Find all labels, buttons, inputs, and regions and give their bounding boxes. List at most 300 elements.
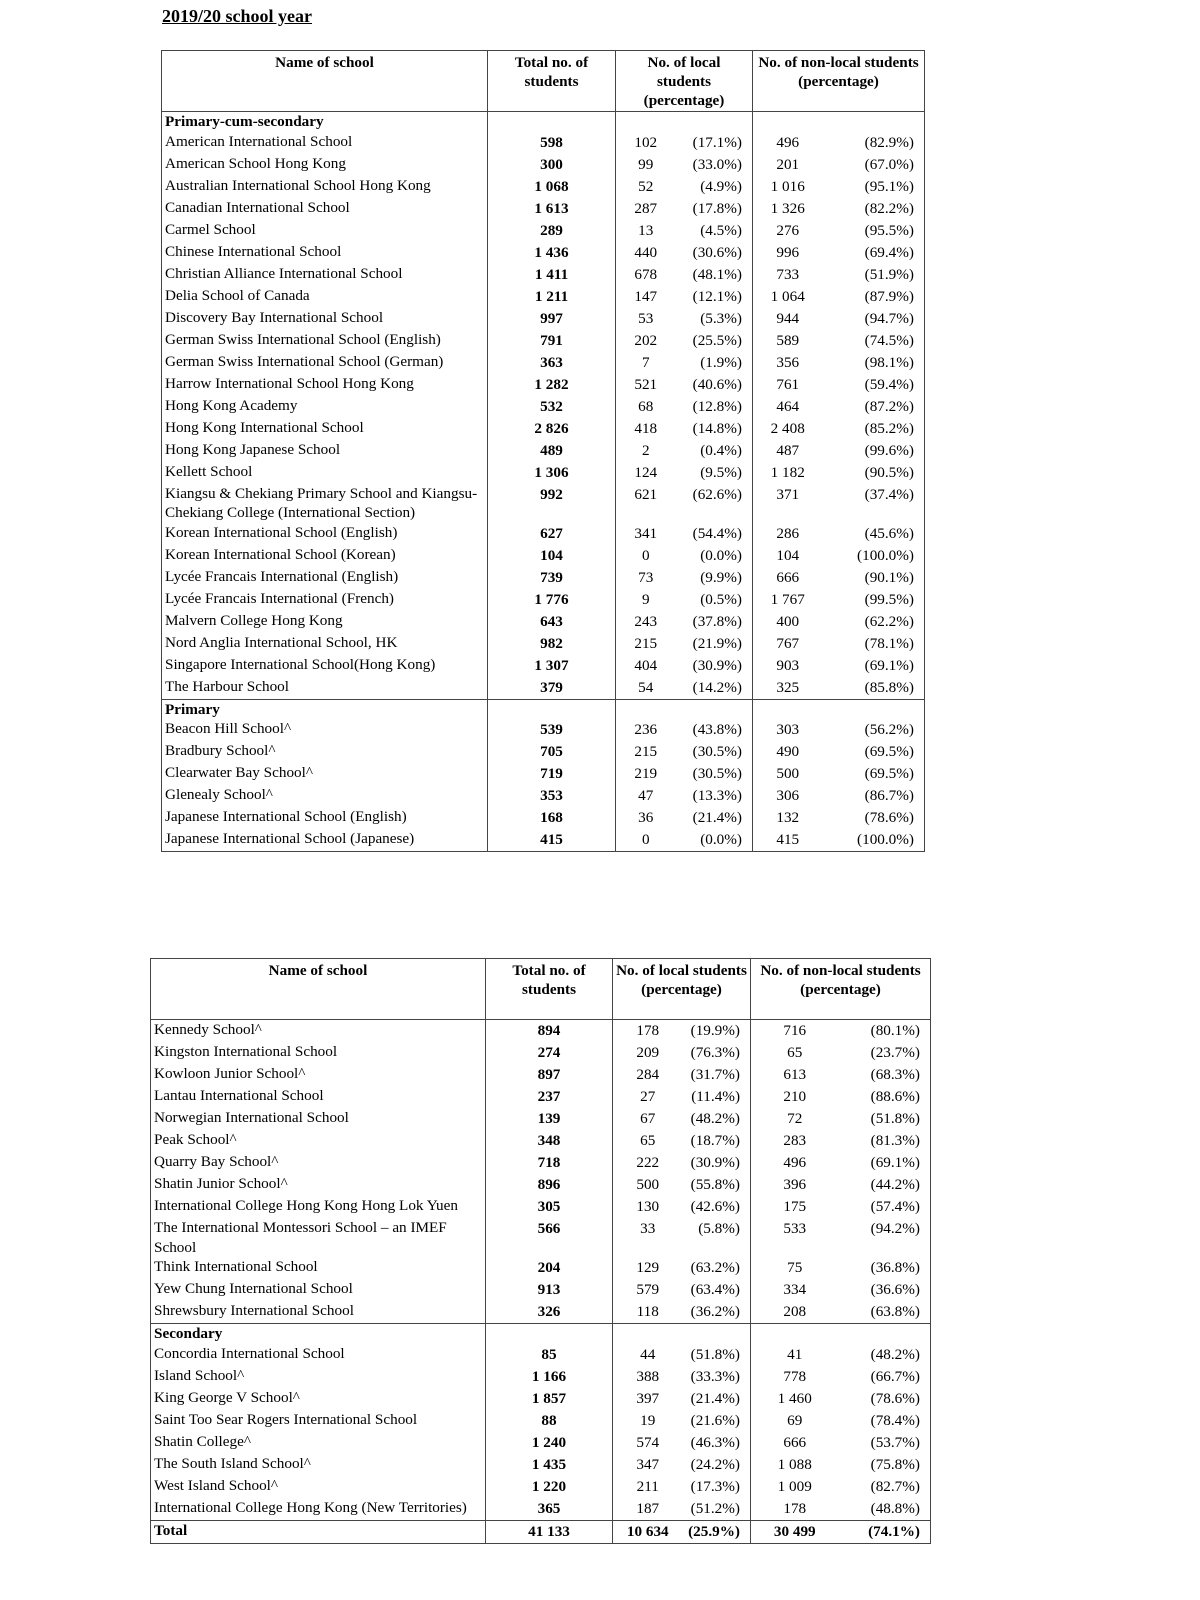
school-name: Delia School of Canada <box>162 286 488 308</box>
nonlocal-percentage: (48.8%) <box>839 1498 931 1521</box>
nonlocal-percentage: (51.9%) <box>823 264 925 286</box>
table-row <box>151 1432 931 1454</box>
table-row <box>151 1108 931 1130</box>
nonlocal-percentage: (57.4%) <box>839 1196 931 1218</box>
total-students: 598 <box>488 132 616 154</box>
nonlocal-percentage: (86.7%) <box>823 785 925 807</box>
total-students: 104 <box>488 545 616 567</box>
school-name: Shatin Junior School^ <box>151 1174 486 1196</box>
table-row <box>162 611 925 633</box>
header-nonlocal: No. of non-local students (percentage) <box>753 51 925 112</box>
total-students: 1 307 <box>488 655 616 677</box>
local-count: 236 <box>616 719 676 741</box>
total-students: 1 613 <box>488 198 616 220</box>
table-row <box>162 545 925 567</box>
local-percentage: (0.4%) <box>676 440 753 462</box>
nonlocal-count: 487 <box>753 440 823 462</box>
nonlocal-count: 371 <box>753 484 823 523</box>
school-table-1 <box>161 50 925 852</box>
school-name: Shatin College^ <box>151 1432 486 1454</box>
table-row <box>151 1344 931 1366</box>
table-row <box>151 1042 931 1064</box>
local-percentage: (36.2%) <box>683 1301 751 1324</box>
nonlocal-percentage: (95.5%) <box>823 220 925 242</box>
local-count: 215 <box>616 741 676 763</box>
nonlocal-count: 30 499 <box>751 1520 839 1543</box>
school-name: International College Hong Kong Hong Lok Yuen <box>151 1196 486 1218</box>
total-students: 1 282 <box>488 374 616 396</box>
school-name: Malvern College Hong Kong <box>162 611 488 633</box>
total-students: 1 211 <box>488 286 616 308</box>
nonlocal-percentage: (69.1%) <box>823 655 925 677</box>
nonlocal-count: 415 <box>753 829 823 852</box>
nonlocal-count: 1 009 <box>751 1476 839 1498</box>
local-percentage: (43.8%) <box>676 719 753 741</box>
nonlocal-count: 276 <box>753 220 823 242</box>
table-2-body <box>151 1020 931 1544</box>
local-count: 67 <box>613 1108 683 1130</box>
total-students: 992 <box>488 484 616 523</box>
local-count: 47 <box>616 785 676 807</box>
section-label: Secondary <box>151 1324 486 1344</box>
total-students: 237 <box>486 1086 613 1108</box>
local-percentage: (63.2%) <box>683 1257 751 1279</box>
school-name: Hong Kong International School <box>162 418 488 440</box>
nonlocal-percentage: (78.1%) <box>823 633 925 655</box>
local-percentage: (30.5%) <box>676 741 753 763</box>
local-count: 579 <box>613 1279 683 1301</box>
nonlocal-count: 2 408 <box>753 418 823 440</box>
school-name: American School Hong Kong <box>162 154 488 176</box>
local-count: 54 <box>616 677 676 700</box>
nonlocal-count: 400 <box>753 611 823 633</box>
local-percentage: (0.5%) <box>676 589 753 611</box>
header-name: Name of school <box>162 51 488 112</box>
total-students: 1 776 <box>488 589 616 611</box>
local-count: 341 <box>616 523 676 545</box>
local-percentage: (31.7%) <box>683 1064 751 1086</box>
section-header-row <box>151 1324 931 1344</box>
total-students: 1 857 <box>486 1388 613 1410</box>
local-count: 36 <box>616 807 676 829</box>
nonlocal-percentage: (69.1%) <box>839 1152 931 1174</box>
table-row <box>151 1174 931 1196</box>
table-row <box>162 440 925 462</box>
section-header-row <box>162 699 925 719</box>
nonlocal-count: 589 <box>753 330 823 352</box>
nonlocal-count: 496 <box>751 1152 839 1174</box>
total-students: 1 240 <box>486 1432 613 1454</box>
table-row <box>162 829 925 852</box>
local-percentage: (0.0%) <box>676 545 753 567</box>
total-students: 2 826 <box>488 418 616 440</box>
school-name: Kellett School <box>162 462 488 484</box>
nonlocal-count: 41 <box>751 1344 839 1366</box>
nonlocal-count: 72 <box>751 1108 839 1130</box>
local-percentage: (17.8%) <box>676 198 753 220</box>
local-count: 124 <box>616 462 676 484</box>
nonlocal-percentage: (85.2%) <box>823 418 925 440</box>
table-row <box>162 523 925 545</box>
nonlocal-percentage: (63.8%) <box>839 1301 931 1324</box>
nonlocal-percentage: (100.0%) <box>823 829 925 852</box>
school-name: Norwegian International School <box>151 1108 486 1130</box>
section-empty-cell <box>753 699 823 719</box>
school-name: Australian International School Hong Kong <box>162 176 488 198</box>
nonlocal-count: 356 <box>753 352 823 374</box>
local-percentage: (76.3%) <box>683 1042 751 1064</box>
total-students: 489 <box>488 440 616 462</box>
nonlocal-percentage: (67.0%) <box>823 154 925 176</box>
local-count: 7 <box>616 352 676 374</box>
school-name: Concordia International School <box>151 1344 486 1366</box>
nonlocal-percentage: (75.8%) <box>839 1454 931 1476</box>
local-count: 53 <box>616 308 676 330</box>
local-percentage: (14.8%) <box>676 418 753 440</box>
school-name: The South Island School^ <box>151 1454 486 1476</box>
nonlocal-percentage: (69.5%) <box>823 763 925 785</box>
nonlocal-percentage: (23.7%) <box>839 1042 931 1064</box>
local-percentage: (12.1%) <box>676 286 753 308</box>
total-students: 305 <box>486 1196 613 1218</box>
total-students: 913 <box>486 1279 613 1301</box>
table-row <box>151 1476 931 1498</box>
table-row <box>162 807 925 829</box>
local-count: 44 <box>613 1344 683 1366</box>
header-row <box>162 51 925 112</box>
nonlocal-count: 396 <box>751 1174 839 1196</box>
school-name: Chinese International School <box>162 242 488 264</box>
school-name: Saint Too Sear Rogers International School <box>151 1410 486 1432</box>
table-row <box>151 1279 931 1301</box>
local-percentage: (30.5%) <box>676 763 753 785</box>
nonlocal-count: 104 <box>753 545 823 567</box>
total-students: 791 <box>488 330 616 352</box>
table-row <box>162 677 925 700</box>
nonlocal-percentage: (44.2%) <box>839 1174 931 1196</box>
table-row <box>162 633 925 655</box>
nonlocal-percentage: (88.6%) <box>839 1086 931 1108</box>
local-percentage: (25.9%) <box>683 1520 751 1543</box>
nonlocal-count: 303 <box>753 719 823 741</box>
local-count: 33 <box>613 1218 683 1257</box>
local-percentage: (33.3%) <box>683 1366 751 1388</box>
local-count: 388 <box>613 1366 683 1388</box>
local-percentage: (42.6%) <box>683 1196 751 1218</box>
nonlocal-count: 201 <box>753 154 823 176</box>
nonlocal-percentage: (59.4%) <box>823 374 925 396</box>
nonlocal-count: 733 <box>753 264 823 286</box>
table-row <box>151 1366 931 1388</box>
nonlocal-count: 175 <box>751 1196 839 1218</box>
school-name: Korean International School (English) <box>162 523 488 545</box>
page-title: 2019/20 school year <box>162 6 312 26</box>
table-row <box>162 741 925 763</box>
local-percentage: (12.8%) <box>676 396 753 418</box>
section-empty-cell <box>613 1324 683 1344</box>
table-row <box>162 719 925 741</box>
school-name: West Island School^ <box>151 1476 486 1498</box>
local-percentage: (30.9%) <box>676 655 753 677</box>
nonlocal-percentage: (82.2%) <box>823 198 925 220</box>
nonlocal-count: 761 <box>753 374 823 396</box>
local-percentage: (62.6%) <box>676 484 753 523</box>
table-row <box>162 308 925 330</box>
nonlocal-percentage: (74.5%) <box>823 330 925 352</box>
nonlocal-count: 65 <box>751 1042 839 1064</box>
nonlocal-count: 1 326 <box>753 198 823 220</box>
nonlocal-count: 666 <box>751 1432 839 1454</box>
nonlocal-count: 1 767 <box>753 589 823 611</box>
local-percentage: (4.9%) <box>676 176 753 198</box>
table-row <box>162 655 925 677</box>
local-percentage: (48.2%) <box>683 1108 751 1130</box>
school-name: Korean International School (Korean) <box>162 545 488 567</box>
section-empty-cell <box>488 112 616 132</box>
nonlocal-count: 778 <box>751 1366 839 1388</box>
local-count: 65 <box>613 1130 683 1152</box>
nonlocal-percentage: (37.4%) <box>823 484 925 523</box>
nonlocal-percentage: (51.8%) <box>839 1108 931 1130</box>
local-percentage: (21.4%) <box>676 807 753 829</box>
total-students: 539 <box>488 719 616 741</box>
total-students: 897 <box>486 1064 613 1086</box>
local-count: 211 <box>613 1476 683 1498</box>
school-name: Nord Anglia International School, HK <box>162 633 488 655</box>
local-percentage: (21.9%) <box>676 633 753 655</box>
school-name: International College Hong Kong (New Territories) <box>151 1498 486 1521</box>
nonlocal-percentage: (95.1%) <box>823 176 925 198</box>
local-count: 209 <box>613 1042 683 1064</box>
nonlocal-percentage: (90.5%) <box>823 462 925 484</box>
section-empty-cell <box>676 112 753 132</box>
local-percentage: (63.4%) <box>683 1279 751 1301</box>
table-row <box>151 1086 931 1108</box>
local-count: 418 <box>616 418 676 440</box>
nonlocal-percentage: (99.6%) <box>823 440 925 462</box>
school-name: Harrow International School Hong Kong <box>162 374 488 396</box>
nonlocal-percentage: (45.6%) <box>823 523 925 545</box>
total-students: 353 <box>488 785 616 807</box>
local-percentage: (19.9%) <box>683 1020 751 1043</box>
total-students: 41 133 <box>486 1520 613 1543</box>
total-students: 1 436 <box>488 242 616 264</box>
school-name: Lycée Francais International (English) <box>162 567 488 589</box>
table-row <box>162 763 925 785</box>
table-row <box>162 785 925 807</box>
local-percentage: (30.6%) <box>676 242 753 264</box>
local-count: 129 <box>613 1257 683 1279</box>
section-empty-cell <box>839 1324 931 1344</box>
local-count: 13 <box>616 220 676 242</box>
nonlocal-count: 613 <box>751 1064 839 1086</box>
nonlocal-count: 666 <box>753 567 823 589</box>
nonlocal-count: 286 <box>753 523 823 545</box>
local-percentage: (11.4%) <box>683 1086 751 1108</box>
local-percentage: (48.1%) <box>676 264 753 286</box>
local-percentage: (13.3%) <box>676 785 753 807</box>
table-row <box>162 567 925 589</box>
school-name: Bradbury School^ <box>162 741 488 763</box>
local-count: 130 <box>613 1196 683 1218</box>
nonlocal-percentage: (68.3%) <box>839 1064 931 1086</box>
nonlocal-count: 283 <box>751 1130 839 1152</box>
section-empty-cell <box>616 112 676 132</box>
local-count: 27 <box>613 1086 683 1108</box>
nonlocal-count: 1 088 <box>751 1454 839 1476</box>
total-students: 1 166 <box>486 1366 613 1388</box>
table-row <box>162 220 925 242</box>
local-count: 574 <box>613 1432 683 1454</box>
nonlocal-count: 210 <box>751 1086 839 1108</box>
table-row <box>151 1064 931 1086</box>
local-count: 178 <box>613 1020 683 1043</box>
local-count: 347 <box>613 1454 683 1476</box>
table-row <box>162 396 925 418</box>
local-count: 287 <box>616 198 676 220</box>
local-count: 222 <box>613 1152 683 1174</box>
local-percentage: (9.9%) <box>676 567 753 589</box>
nonlocal-percentage: (36.6%) <box>839 1279 931 1301</box>
nonlocal-count: 1 064 <box>753 286 823 308</box>
local-percentage: (1.9%) <box>676 352 753 374</box>
total-students: 85 <box>486 1344 613 1366</box>
nonlocal-percentage: (69.4%) <box>823 242 925 264</box>
table-row <box>151 1498 931 1521</box>
section-empty-cell <box>488 699 616 719</box>
local-count: 243 <box>616 611 676 633</box>
nonlocal-percentage: (82.9%) <box>823 132 925 154</box>
local-percentage: (40.6%) <box>676 374 753 396</box>
nonlocal-percentage: (78.6%) <box>839 1388 931 1410</box>
nonlocal-count: 178 <box>751 1498 839 1521</box>
total-students: 627 <box>488 523 616 545</box>
school-name: Discovery Bay International School <box>162 308 488 330</box>
local-percentage: (54.4%) <box>676 523 753 545</box>
local-count: 9 <box>616 589 676 611</box>
header-local: No. of local students (percentage) <box>616 51 753 112</box>
section-empty-cell <box>676 699 753 719</box>
nonlocal-count: 944 <box>753 308 823 330</box>
table-row <box>151 1152 931 1174</box>
nonlocal-percentage: (69.5%) <box>823 741 925 763</box>
table-row <box>162 286 925 308</box>
school-name: Japanese International School (Japanese) <box>162 829 488 852</box>
local-count: 19 <box>613 1410 683 1432</box>
table-row <box>151 1130 931 1152</box>
nonlocal-percentage: (74.1%) <box>839 1520 931 1543</box>
table-row <box>151 1196 931 1218</box>
section-empty-cell <box>753 112 823 132</box>
table-row <box>162 264 925 286</box>
local-percentage: (21.6%) <box>683 1410 751 1432</box>
nonlocal-count: 334 <box>751 1279 839 1301</box>
table-row <box>151 1301 931 1324</box>
header-nonlocal: No. of non-local students (percentage) <box>751 959 931 1020</box>
table-1-body <box>162 112 925 852</box>
total-students: 566 <box>486 1218 613 1257</box>
table-row <box>151 1257 931 1279</box>
local-percentage: (5.3%) <box>676 308 753 330</box>
table-row <box>162 484 925 523</box>
local-percentage: (0.0%) <box>676 829 753 852</box>
local-count: 521 <box>616 374 676 396</box>
local-percentage: (37.8%) <box>676 611 753 633</box>
local-count: 10 634 <box>613 1520 683 1543</box>
nonlocal-percentage: (36.8%) <box>839 1257 931 1279</box>
table-row <box>162 589 925 611</box>
local-percentage: (9.5%) <box>676 462 753 484</box>
section-label: Primary-cum-secondary <box>162 112 488 132</box>
school-name: Canadian International School <box>162 198 488 220</box>
local-percentage: (14.2%) <box>676 677 753 700</box>
nonlocal-percentage: (48.2%) <box>839 1344 931 1366</box>
total-students: 718 <box>486 1152 613 1174</box>
school-name: German Swiss International School (German) <box>162 352 488 374</box>
local-percentage: (24.2%) <box>683 1454 751 1476</box>
school-name: Yew Chung International School <box>151 1279 486 1301</box>
nonlocal-count: 767 <box>753 633 823 655</box>
total-students: 532 <box>488 396 616 418</box>
local-percentage: (51.8%) <box>683 1344 751 1366</box>
local-count: 102 <box>616 132 676 154</box>
nonlocal-count: 69 <box>751 1410 839 1432</box>
total-students: 379 <box>488 677 616 700</box>
school-name: Glenealy School^ <box>162 785 488 807</box>
school-name: The Harbour School <box>162 677 488 700</box>
nonlocal-count: 325 <box>753 677 823 700</box>
local-percentage: (33.0%) <box>676 154 753 176</box>
header-total: Total no. of students <box>486 959 613 1020</box>
school-name: The International Montessori School – an IMEF School <box>151 1218 486 1257</box>
table-row <box>151 1218 931 1257</box>
local-count: 440 <box>616 242 676 264</box>
total-students: 705 <box>488 741 616 763</box>
nonlocal-count: 75 <box>751 1257 839 1279</box>
total-students: 348 <box>486 1130 613 1152</box>
local-count: 147 <box>616 286 676 308</box>
nonlocal-count: 500 <box>753 763 823 785</box>
table-row <box>162 352 925 374</box>
nonlocal-percentage: (94.2%) <box>839 1218 931 1257</box>
table-row <box>162 154 925 176</box>
local-count: 187 <box>613 1498 683 1521</box>
school-name: Singapore International School(Hong Kong) <box>162 655 488 677</box>
table-row <box>151 1410 931 1432</box>
total-students: 1 306 <box>488 462 616 484</box>
total-students: 300 <box>488 154 616 176</box>
local-count: 219 <box>616 763 676 785</box>
total-students: 1 435 <box>486 1454 613 1476</box>
nonlocal-percentage: (100.0%) <box>823 545 925 567</box>
nonlocal-count: 306 <box>753 785 823 807</box>
table-row <box>162 330 925 352</box>
local-percentage: (17.1%) <box>676 132 753 154</box>
table-row <box>151 1388 931 1410</box>
school-name: Kingston International School <box>151 1042 486 1064</box>
table-row <box>162 242 925 264</box>
nonlocal-percentage: (56.2%) <box>823 719 925 741</box>
local-count: 284 <box>613 1064 683 1086</box>
nonlocal-percentage: (81.3%) <box>839 1130 931 1152</box>
local-count: 68 <box>616 396 676 418</box>
nonlocal-percentage: (53.7%) <box>839 1432 931 1454</box>
nonlocal-count: 496 <box>753 132 823 154</box>
school-name: Beacon Hill School^ <box>162 719 488 741</box>
school-name: Lycée Francais International (French) <box>162 589 488 611</box>
total-students: 88 <box>486 1410 613 1432</box>
nonlocal-percentage: (66.7%) <box>839 1366 931 1388</box>
